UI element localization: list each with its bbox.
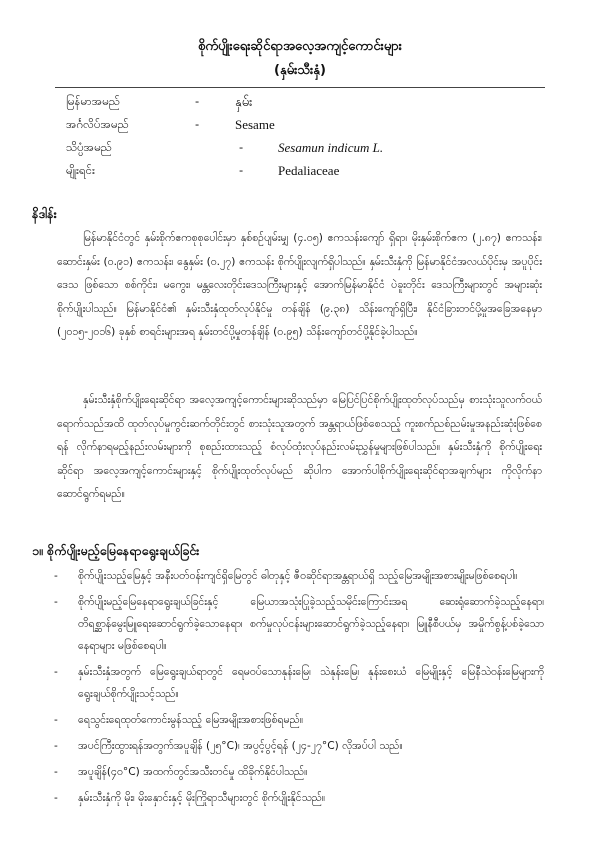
- list-item: [52, 761, 544, 783]
- title-divider: [55, 87, 545, 88]
- bullet-text: နှမ်းသီးနှံအတွက် မြေရွေးချယ်ရာတွင် ရေမဝပ်သောနုန်းမြေ၊ သဲနုန်းမြေ၊ နုန်းစေးယံ မြေမျိုးနှင့် မြေနီသဲဝန်းမြေများကို ရွေးချယ်စိုက်ပျိုးသင့်သည်။: [78, 666, 544, 700]
- bullet-dash: -: [54, 792, 58, 804]
- list-item: [52, 565, 544, 587]
- bullet-text: အပူချိန်(၄၀°C) အထက်တွင်အသီးတင်မှု ထိခိုက်နိုင်ပါသည်။: [78, 766, 308, 778]
- meta-label: အင်္ဂလိပ်အမည်: [66, 117, 129, 131]
- bullet-text: ရေသွင်းရေထုတ်ကောင်းမွန်သည့် မြေအမျိုးအစားဖြစ်ရမည်။: [78, 714, 304, 726]
- meta-dash: -: [195, 94, 200, 108]
- meta-dash: -: [239, 140, 244, 154]
- list-item: [52, 661, 544, 705]
- meta-value: Sesame: [235, 117, 275, 132]
- intro-paragraph-1: မြန်မာနိုင်ငံတွင် နှမ်းစိုက်ဧကစုစုပေါင်းမှာ နှစ်စဉ်ပျမ်းမျှ (၄.၀၅) ဧကသန်းကျော် ရှိရာ၊ မိုးနှမ်းစိုက်ဧက (၂.၈၇) ဧကသန်း၊ ဆောင်းနှမ်း (၀.၉၁) ဧကသန်း၊ နွေနှမ်း (၀.၂၇) ဧကသန်း စိုက်ပျိုးလျက်ရှိပါသည်။ နှမ်းသီးနှံကို မြန်မာနိုင်ငံအလယ်ပိုင်းမှ အပူပိုင်းဒေသ ဖြစ်သော စစ်ကိုင်း၊ မကွေး၊ မန္တလေးတိုင်းဒေသကြီးများနှင့် အောက်မြန်မာနိုင်ငံ ပဲခူးတိုင်း ဒေသကြီးများတွင် အများဆုံးစိုက်ပျိုးပါသည်။ မြန်မာနိုင်ငံ၏ နှမ်းသီးနှံထုတ်လုပ်နိုင်မှု တန်ချိန် (၉.၃၈) သိန်းကျော်ရှိပြီး၊ နိုင်ငံခြားတင်ပို့မှုအခြေအနေမှာ (၂၀၁၅-၂၀၁၆) ခုနှစ် စာရင်းများအရ နှမ်းတင်ပို့မှုတန်ချိန် (၀.၉၅) သိန်းကျော်တင်ပို့နိုင်ခဲ့ပါသည်။: [57, 232, 542, 338]
- bullet-dash: -: [54, 740, 58, 752]
- meta-label: မြန်မာအမည်: [66, 94, 120, 108]
- meta-value: Sesamun indicum L.: [278, 140, 384, 155]
- list-item: [52, 709, 544, 731]
- meta-value: Pedaliaceae: [278, 163, 340, 178]
- section-1-bullet-list: [52, 565, 544, 813]
- list-item: [52, 591, 544, 657]
- meta-label: သိပ္ပံအမည်: [66, 140, 112, 154]
- bullet-text: နှမ်းသီးနှံကို မိုး၊ မိုးနှောင်းနှင့် မိုးကြိုရာသီများတွင် စိုက်ပျိုးနိုင်သည်။: [78, 792, 326, 804]
- list-item: [52, 735, 544, 757]
- list-item: [52, 787, 544, 809]
- bullet-dash: -: [54, 570, 58, 582]
- bullet-dash: -: [54, 766, 58, 778]
- section-1-heading: ၁။ စိုက်ပျိုးမည့်မြေနေရာရွေးချယ်ခြင်း: [32, 543, 200, 558]
- bullet-text: စိုက်ပျိုးသည့်မြေနှင့် အနီးပတ်ဝန်းကျင်ရှိမြေတွင် ဓါတုနှင့် ဇီဝဆိုင်ရာအန္တရာယ်ရှိ သည့်မြေအမျိုးအစားမျိုးမဖြစ်စေရပါ။: [78, 570, 518, 582]
- meta-dash: -: [195, 117, 200, 131]
- intro-paragraph-2: နှမ်းသီးနှံစိုက်ပျိုးရေးဆိုင်ရာ အလေ့အကျင့်ကောင်းများဆိုသည်မှာ မြေပြင်ပြင်စိုက်ပျိုးထုတ်လုပ်သည်မှ စားသုံးသူလက်ဝယ်ရောက်သည်အထိ ထုတ်လုပ်မှုကွင်းဆက်တိုင်းတွင် စားသုံးသူအတွက် အန္တရာယ်ဖြစ်စေသည့် ကူးစက်ညစ်ညမ်းမှုအနည်းဆုံးဖြစ်စေရန် လိုက်နာရမည့်နည်းလမ်းများကို စုစည်းထားသည့် စံလုပ်ထုံးလုပ်နည်းလမ်းညွှန်မှုများဖြစ်ပါသည်။ နှမ်းသီးနှံကို စိုက်ပျိုးရေးဆိုင်ရာ အလေ့အကျင့်ကောင်းများနှင့် စိုက်ပျိုးထုတ်လုပ်မည် ဆိုပါက အောက်ပါစိုက်ပျိုးရေးဆိုင်ရာအချက်များ ကိုလိုက်နာဆောင်ရွက်ရမည်။: [57, 394, 542, 500]
- meta-value: နှမ်း: [235, 94, 253, 109]
- bullet-dash: -: [54, 714, 58, 726]
- meta-dash: -: [239, 163, 244, 177]
- bullet-text: အပင်ကြီးထွားရန်အတွက်အပူချိန် (၂၅°C)၊ အပွင့်ပွင့်ရန် (၂၄-၂၇°C) လိုအပ်ပါ သည်။: [78, 740, 403, 752]
- bullet-dash: -: [54, 596, 58, 608]
- bullet-text: စိုက်ပျိုးမည့်မြေနေရာရွေးချယ်ခြင်းနှင့် မြေယာအသုံးပြုခဲ့သည့်သမိုင်းကြောင်းအရ ဆေးရုံဆောက်ခဲ့သည့်နေရာ၊ တိရစ္ဆာန်မွေးမြူရေးဆောင်ရွက်ခဲ့သောနေရာ၊ စက်မှုလုပ်ငန်းများဆောင်ရွက်ခဲ့သည့်နေရာ၊ မြူနီစီပယ်မှ အမှိုက်စွန့်ပစ်ခဲ့သောနေရာများ မဖြစ်စေရပါ။: [78, 596, 544, 652]
- page-subtitle: (နှမ်းသီးနှံ): [274, 63, 326, 78]
- meta-label: မျိုးရင်း: [66, 163, 95, 177]
- intro-heading: နိဒါန်း: [32, 206, 57, 221]
- page-title: စိုက်ပျိုးရေးဆိုင်ရာအလေ့အကျင့်ကောင်းများ: [198, 39, 402, 54]
- bullet-dash: -: [54, 666, 58, 678]
